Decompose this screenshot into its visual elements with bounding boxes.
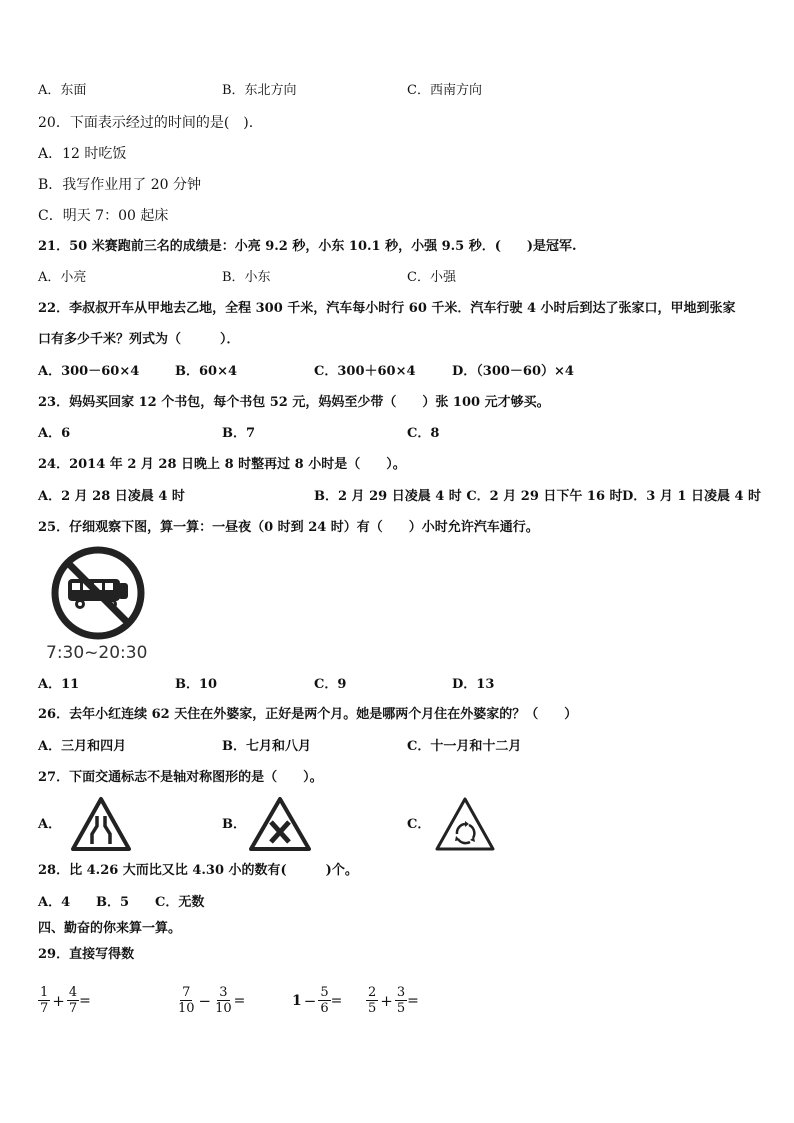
q24-option-a: A．2 月 28 日凌晨 4 时 bbox=[38, 489, 185, 504]
q27-stem: 27．下面交通标志不是轴对称图形的是（ ）。 bbox=[38, 770, 323, 785]
q21-option-b: B．小东 bbox=[222, 270, 271, 285]
fraction bbox=[318, 985, 330, 1016]
q27-option-a: A． bbox=[38, 817, 62, 832]
expression-2 bbox=[176, 985, 245, 1016]
q23-stem: 23．妈妈买回家 12 个书包，每个书包 52 元，妈妈至少带（ ）张 100 元才够买。 bbox=[38, 395, 550, 410]
q19-option-a: A．东面 bbox=[38, 83, 87, 98]
q23-option-b: B．7 bbox=[222, 426, 256, 441]
q22-stem-line2: 口有多少千米？列式为（ ）． bbox=[38, 332, 240, 347]
q21-option-c: C．小强 bbox=[407, 270, 456, 285]
equals-sign: = bbox=[79, 992, 91, 1009]
denominator: 7 bbox=[40, 1001, 49, 1016]
numerator: 5 bbox=[320, 985, 329, 1000]
q26-option-b: B．七月和八月 bbox=[222, 739, 311, 754]
fraction bbox=[38, 985, 50, 1016]
fraction bbox=[395, 985, 407, 1016]
q26-option-a: A．三月和四月 bbox=[38, 739, 127, 754]
q27-option-c: C． bbox=[407, 817, 431, 832]
equals-sign: = bbox=[330, 992, 343, 1009]
q23-option-a: A．6 bbox=[38, 426, 71, 441]
expression-1 bbox=[38, 985, 91, 1016]
q28-option-c: C．无数 bbox=[155, 895, 205, 910]
q19-option-c: C．西南方向 bbox=[407, 83, 482, 98]
q28-stem: 28．比 4.26 大而比又比 4.30 小的数有( )个。 bbox=[38, 863, 358, 878]
q24-stem: 24．2014 年 2 月 28 日晚上 8 时整再过 8 小时是（ ）。 bbox=[38, 457, 406, 472]
q25-option-c: C．9 bbox=[314, 677, 347, 692]
road-narrows-sign-icon bbox=[70, 796, 132, 852]
denominator: 10 bbox=[215, 1001, 232, 1016]
q24-option-d: D．3 月 1 日凌晨 4 时 bbox=[622, 489, 762, 504]
q29-stem: 29．直接写得数 bbox=[38, 947, 135, 962]
numerator: 4 bbox=[68, 985, 78, 1000]
numerator: 7 bbox=[182, 985, 191, 1000]
q20-option-c: C．明天 7：00 起床 bbox=[38, 208, 169, 224]
operator: + bbox=[380, 991, 393, 1010]
whole-number: 1 bbox=[292, 992, 302, 1009]
q21-stem: 21．50 米赛跑前三名的成绩是：小亮 9.2 秒，小东 10.1 秒，小强 9.5 秒．( )是冠军. bbox=[38, 239, 577, 254]
q27-option-b: B． bbox=[222, 817, 246, 832]
denominator: 5 bbox=[396, 1001, 406, 1016]
no-bus-sign-icon bbox=[50, 545, 146, 641]
numerator: 3 bbox=[219, 985, 228, 1000]
roundabout-sign-icon bbox=[434, 796, 496, 852]
q22-option-a: A．300－60×4 bbox=[38, 364, 140, 379]
q24-option-b-c: B．2 月 29 日凌晨 4 时 C．2 月 29 日下午 16 时 bbox=[314, 489, 623, 504]
q19-option-b: B．东北方向 bbox=[222, 83, 297, 98]
q28-option-a: A．4 bbox=[38, 895, 71, 910]
q20-option-b: B．我写作业用了 20 分钟 bbox=[38, 177, 202, 193]
denominator: 5 bbox=[368, 1001, 377, 1016]
q26-stem: 26．去年小红连续 62 天住在外婆家，正好是两个月。她是哪两个月住在外婆家的？（ ） bbox=[38, 707, 578, 722]
fraction bbox=[366, 985, 378, 1016]
q28-option-b: B．5 bbox=[96, 895, 130, 910]
q22-option-c: C．300＋60×4 bbox=[314, 364, 416, 379]
expression-4 bbox=[366, 985, 419, 1016]
numerator: 2 bbox=[368, 985, 377, 1000]
q23-option-c: C．8 bbox=[407, 426, 440, 441]
q22-option-d: D．（300－60）×4 bbox=[452, 364, 574, 379]
q25-option-a: A．11 bbox=[38, 677, 80, 692]
q25-option-d: D．13 bbox=[452, 677, 495, 692]
allowed-time-range: 7:30~20:30 bbox=[46, 643, 148, 663]
operator: − bbox=[303, 991, 317, 1010]
q25-stem: 25．仔细观察下图，算一算：一昼夜（0 时到 24 时）有（ ）小时允许汽车通行。 bbox=[38, 520, 539, 535]
denominator: 6 bbox=[320, 1001, 329, 1016]
q22-option-b: B．60×4 bbox=[175, 364, 238, 379]
equals-sign: = bbox=[233, 992, 246, 1009]
operator: + bbox=[52, 991, 65, 1010]
operator: − bbox=[198, 991, 212, 1010]
denominator: 7 bbox=[68, 1001, 78, 1016]
fraction bbox=[176, 985, 197, 1016]
expression-3 bbox=[292, 985, 342, 1016]
q25-option-b: B．10 bbox=[175, 677, 218, 692]
q20-stem: 20．下面表示经过的时间的是( ). bbox=[38, 115, 254, 131]
q26-option-c: C．十一月和十二月 bbox=[407, 739, 522, 754]
crossroads-warning-sign-icon bbox=[248, 796, 312, 852]
section-4-heading: 四、勤奋的你来算一算。 bbox=[38, 921, 182, 936]
q21-option-a: A．小亮 bbox=[38, 270, 87, 285]
q20-option-a: A．12 时吃饭 bbox=[38, 146, 127, 162]
numerator: 3 bbox=[396, 985, 406, 1000]
denominator: 10 bbox=[178, 1001, 195, 1016]
numerator: 1 bbox=[40, 985, 49, 1000]
q22-stem-line1: 22．李叔叔开车从甲地去乙地，全程 300 千米，汽车每小时行 60 千米．汽车行驶 4 小时后到达了张家口，甲地到张家 bbox=[38, 301, 736, 316]
fraction bbox=[213, 985, 234, 1016]
fraction bbox=[67, 985, 79, 1016]
equals-sign: = bbox=[407, 992, 419, 1009]
